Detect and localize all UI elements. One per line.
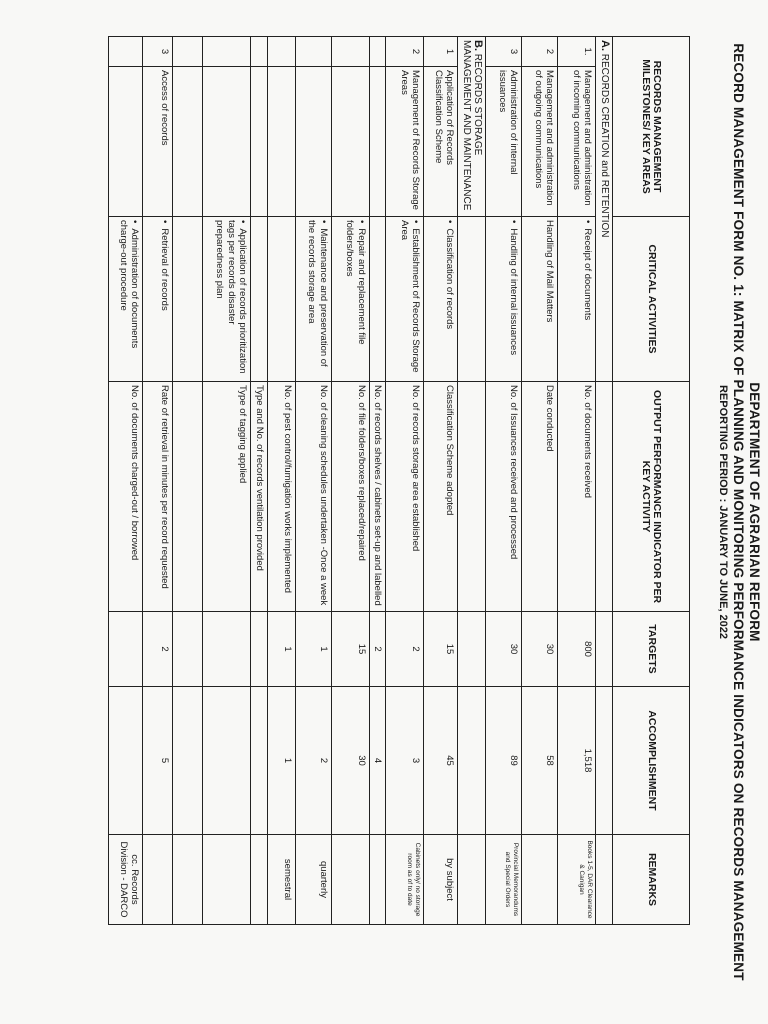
col-header-remarks: REMARKS <box>613 835 690 925</box>
row-number: 3 <box>143 37 173 67</box>
table-row <box>332 37 370 925</box>
performance-indicator: No. of cleaning schedules undertaken -Once a week <box>296 382 332 612</box>
performance-indicator: No. of file folders/boxes replaced/repaired <box>332 382 370 612</box>
critical-activity: • Application of records prioritization tags per records disaster preparedness plan <box>203 217 251 382</box>
performance-indicator: Classification Scheme adopted <box>424 382 458 612</box>
accomplishment-value <box>109 687 143 835</box>
target-value: 30 <box>522 612 558 687</box>
remarks <box>370 835 387 925</box>
table-row <box>109 37 143 925</box>
section-a-row <box>596 37 613 925</box>
critical-activity: • Retrieval of records <box>143 217 173 382</box>
performance-indicator: No. of Issuances received and processed <box>486 382 522 612</box>
target-value: 15 <box>332 612 370 687</box>
key-area: Application of Records Classification Scheme <box>424 67 458 217</box>
target-value <box>251 612 268 687</box>
table-row <box>296 37 332 925</box>
key-area: Management of Records Storage Areas <box>386 67 424 217</box>
table-row <box>173 37 203 925</box>
critical-activity: • Maintenance and preservation of the records storage area <box>296 217 332 382</box>
key-area: Management and administration of outgoing communications <box>522 67 558 217</box>
remarks: by subject <box>424 835 458 925</box>
accomplishment-value: 45 <box>424 687 458 835</box>
remarks: Books 1-5, DAR Clearance & Canigan <box>558 835 596 925</box>
accomplishment-value: 30 <box>332 687 370 835</box>
accomplishment-value: 58 <box>522 687 558 835</box>
target-value <box>203 612 251 687</box>
performance-indicator: Date conducted <box>522 382 558 612</box>
table-row <box>203 37 251 925</box>
performance-indicator: No. of documents charged-out / borrowed <box>109 382 143 612</box>
reporting-period: REPORTING PERIOD : JANUARY TO JUNE, 2022 <box>717 384 729 640</box>
table-row <box>143 37 173 925</box>
target-value: 2 <box>143 612 173 687</box>
target-value: 1 <box>296 612 332 687</box>
department-title: DEPARTMENT OF AGRARIAN REFORM <box>747 382 762 642</box>
critical-activity: • Establishment of Records Storage Area <box>386 217 424 382</box>
remarks: cc. Records Division - DARCO <box>109 835 143 925</box>
col-header-milestones: RECORDS MANAGEMENT MILESTONES/ KEY AREAS <box>613 37 690 217</box>
target-value: 2 <box>386 612 424 687</box>
critical-activity: Handling of Mail Matters <box>522 217 558 382</box>
accomplishment-value <box>251 687 268 835</box>
performance-indicator: Type of tagging applied <box>203 382 251 612</box>
remarks: semestral <box>268 835 296 925</box>
target-value: 15 <box>424 612 458 687</box>
critical-activity: • Classification of records <box>424 217 458 382</box>
remarks <box>251 835 268 925</box>
table-row <box>386 37 424 925</box>
row-number: 1. <box>558 37 596 67</box>
accomplishment-value <box>203 687 251 835</box>
section-b-row <box>458 37 486 925</box>
table-row <box>486 37 522 925</box>
performance-indicator: No. of records storage area established <box>386 382 424 612</box>
remarks: quarterly <box>296 835 332 925</box>
performance-indicator: No. of documents received <box>558 382 596 612</box>
key-area: Administration of internal issuances <box>486 67 522 217</box>
accomplishment-value: 2 <box>296 687 332 835</box>
performance-indicator: No. of pest control/fumigation works implemented <box>268 382 296 612</box>
accomplishment-value: 1 <box>268 687 296 835</box>
section-b-title: B. RECORDS STORAGE MANAGEMENT AND MAINTENANCE <box>458 37 486 217</box>
remarks <box>143 835 173 925</box>
accomplishment-value: 3 <box>386 687 424 835</box>
remarks <box>332 835 370 925</box>
performance-indicator: Rate of retrieval in minutes per record requested <box>143 382 173 612</box>
document-header <box>715 0 762 1024</box>
remarks: Cabinets only/ no storage room as of to date <box>386 835 424 925</box>
col-header-indicator: OUTPUT PERFORMANCE INDICATOR PER KEY ACTIVITY <box>613 382 690 612</box>
table-header-row <box>613 37 690 925</box>
accomplishment-value: 89 <box>486 687 522 835</box>
performance-indicator: Type and No. of records ventilation provided <box>251 382 268 612</box>
target-value: 1 <box>268 612 296 687</box>
target-value: 2 <box>370 612 387 687</box>
table-row <box>370 37 387 925</box>
accomplishment-value: 1,518 <box>558 687 596 835</box>
critical-activity: • Repair and replacement file folders/boxes <box>332 217 370 382</box>
records-matrix-table <box>109 36 691 925</box>
accomplishment-value: 5 <box>143 687 173 835</box>
row-number: 2 <box>386 37 424 67</box>
section-a-title: A. RECORDS CREATION and RETENTION <box>596 37 613 382</box>
row-number: 1 <box>424 37 458 67</box>
critical-activity: • Receipt of documents <box>558 217 596 382</box>
table-row <box>424 37 458 925</box>
key-area: Access of records <box>143 67 173 217</box>
performance-indicator: No. of records shelves / cabinets set-up and labelled <box>370 382 387 612</box>
table-row <box>251 37 268 925</box>
table-row <box>522 37 558 925</box>
accomplishment-value: 4 <box>370 687 387 835</box>
critical-activity: • Handling of internal issuances <box>486 217 522 382</box>
form-title: RECORD MANAGEMENT FORM NO. 1: MATRIX OF PLANNING AND MONITORING PERFORMANCE INDICATORS ON RECORDS MANAGEMENT <box>731 43 746 981</box>
remarks <box>203 835 251 925</box>
critical-activity: • Administration of documents charge-out procedure <box>109 217 143 382</box>
row-number: 3 <box>486 37 522 67</box>
target-value: 800 <box>558 612 596 687</box>
table-row <box>558 37 596 925</box>
key-area: Management and administration of incoming communications <box>558 67 596 217</box>
remarks <box>522 835 558 925</box>
remarks: Provincial Memorandums and Special Orders <box>486 835 522 925</box>
col-header-activities: CRITICAL ACTIVITIES <box>613 217 690 382</box>
table-row <box>268 37 296 925</box>
col-header-accomplishment: ACCOMPLISHMENT <box>613 687 690 835</box>
col-header-targets: TARGETS <box>613 612 690 687</box>
row-number: 2 <box>522 37 558 67</box>
target-value <box>109 612 143 687</box>
target-value: 30 <box>486 612 522 687</box>
